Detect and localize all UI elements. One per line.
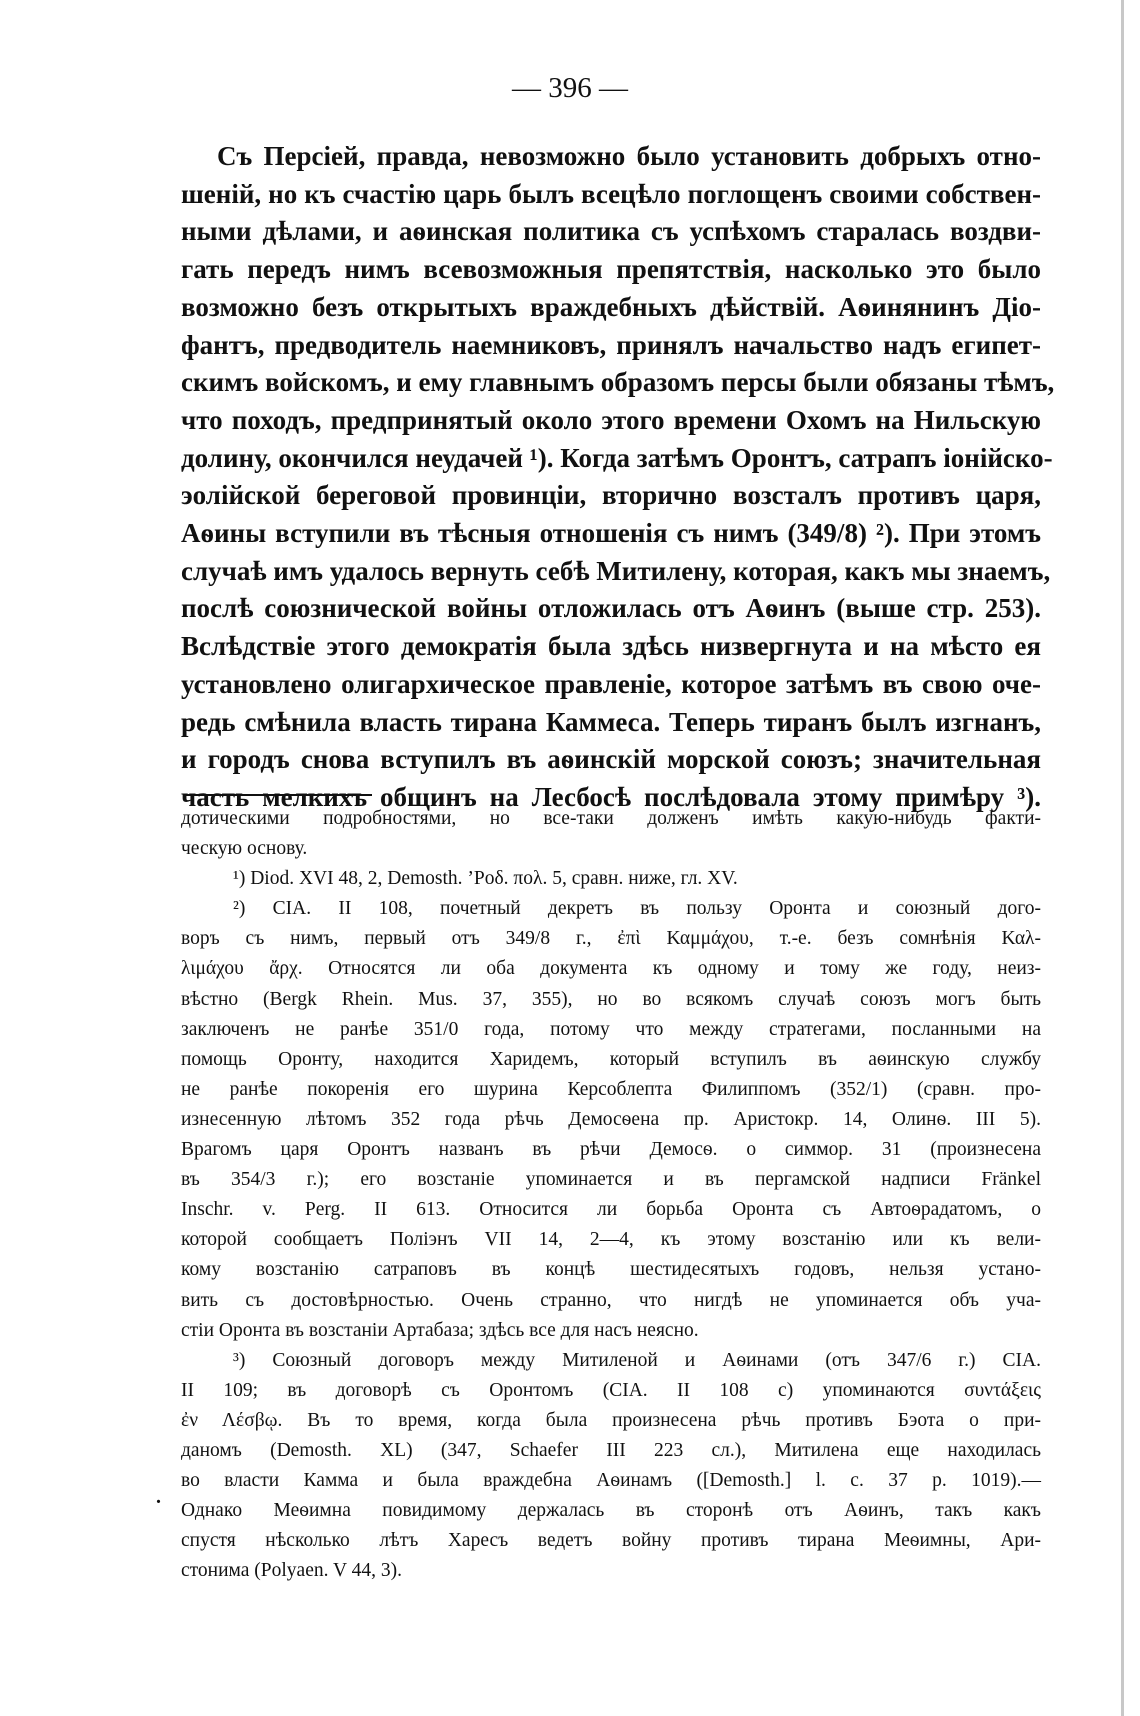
footnote-line: во власти Камма и была враждебна Аѳинамъ ([Demosth.] l. c. 37 p. 1019).— bbox=[181, 1470, 1041, 1492]
footnote-line: изнесенную лѣтомъ 352 года рѣчь Демосѳена пр. Аристокр. 14, Олинѳ. III 5). bbox=[181, 1108, 1041, 1130]
footnote-line: стонима (Polyaen. V 44, 3). bbox=[181, 1560, 402, 1582]
main-line: гать передъ нимъ всевозможныя препятствія, насколько это было bbox=[181, 254, 1041, 285]
footnote-line: ческую основу. bbox=[181, 838, 308, 860]
footnote-line: II 109; въ договорѣ съ Оронтомъ (CIA. II 108 c) упоминаются συντάξεις bbox=[181, 1379, 1041, 1401]
footnote-line: Врагомъ царя Оронтъ названъ въ рѣчи Демосѳ. о симмор. 31 (произнесена bbox=[181, 1139, 1041, 1161]
footnote-3: ³) Союзный договоръ между Митиленой и Аѳинами (отъ 347/6 г.) CIA. bbox=[233, 1349, 1041, 1371]
main-line: Съ Персіей, правда, невозможно было установить добрыхъ отно- bbox=[217, 141, 1041, 171]
main-line: редь смѣнила власть тирана Каммеса. Теперь тиранъ былъ изгнанъ, bbox=[181, 706, 1041, 737]
footnote-line: не ранѣе покоренія его шурина Керсоблепта Филиппомъ (352/1) (сравн. про- bbox=[181, 1078, 1041, 1100]
main-line: эолійской береговой провинціи, вторично возсталъ противъ царя, bbox=[181, 480, 1041, 511]
footnote-line: воръ съ нимъ, первый отъ 349/8 г., ἐπὶ Καμμάχου, т.-е. безъ сомнѣнія Καλ- bbox=[181, 928, 1041, 950]
footnote-line: въ 354/3 г.); его возстаніе упоминается и въ пергамской надписи Fränkel bbox=[181, 1169, 1041, 1191]
footnote-line: вѣстно (Bergk Rhein. Mus. 37, 355), но во всякомъ случаѣ союзъ могъ быть bbox=[181, 988, 1041, 1010]
main-paragraph bbox=[181, 138, 1055, 817]
footnote-line: заключенъ не ранѣе 351/0 года, потому что между стратегами, посланными на bbox=[181, 1018, 1041, 1040]
main-line: Вслѣдствіе этого демократія была здѣсь низвергнута и на мѣсто ея bbox=[181, 631, 1041, 662]
footnote-line: ἐν Λέσβῳ. Въ то время, когда была произнесена рѣчь противъ Бэота о при- bbox=[181, 1409, 1041, 1431]
footnote-line: которой сообщаетъ Поліэнъ VII 14, 2—4, къ этому возстанію или къ вели- bbox=[181, 1229, 1041, 1251]
footnote-line: стіи Оронта въ возстаніи Артабаза; здѣсь все для насъ неясно. bbox=[181, 1319, 699, 1341]
footnote-line: Inschr. v. Perg. II 613. Относится ли борьба Оронта съ Автоѳрадатомъ, о bbox=[181, 1199, 1041, 1221]
main-line: что походъ, предпринятый около этого времени Охомъ на Нильскую bbox=[181, 404, 1041, 435]
margin-mark: . bbox=[156, 1486, 161, 1508]
footnote-line: помощь Оронту, находится Харидемъ, который вступилъ въ аѳинскую службу bbox=[181, 1048, 1041, 1070]
main-line: ными дѣлами, и аѳинская политика съ успѣхомъ старалась воздви- bbox=[181, 216, 1041, 247]
main-line: часть мелкихъ общинъ на Лесбосѣ послѣдовала этому примѣру ³). bbox=[181, 781, 1041, 812]
main-line: и городъ снова вступилъ въ аѳинскій морской союзъ; значительная bbox=[181, 744, 1041, 775]
footnote-2: ²) CIA. II 108, почетный декретъ въ пользу Оронта и союзный дого- bbox=[233, 898, 1041, 920]
footnote-line: даномъ (Demosth. XL) (347, Schaefer III 223 сл.), Митилена еще находилась bbox=[181, 1439, 1041, 1461]
main-line: Аѳины вступили въ тѣсныя отношенія съ нимъ (349/8) ²). При этомъ bbox=[181, 518, 1041, 549]
footnote-line: Однако Меѳимна повидимому держалась въ сторонѣ отъ Аѳинъ, такъ какъ bbox=[181, 1500, 1041, 1522]
main-line: случаѣ имъ удалось вернуть себѣ Митилену, которая, какъ мы знаемъ, bbox=[181, 555, 1051, 586]
page-edge-rule bbox=[1121, 0, 1124, 1716]
main-line: возможно безъ открытыхъ враждебныхъ дѣйствій. Аѳинянинъ Діо- bbox=[181, 291, 1041, 322]
footnote-line: кому возстанію сатраповъ въ концѣ шестидесятыхъ годовъ, нельзя устано- bbox=[181, 1259, 1041, 1281]
footnote-separator bbox=[186, 794, 372, 796]
main-line: фантъ, предводитель наемниковъ, принялъ начальство надъ египет- bbox=[181, 329, 1041, 360]
main-line: послѣ союзнической войны отложилась отъ Аѳинъ (выше стр. 253). bbox=[181, 593, 1041, 624]
footnotes bbox=[181, 804, 1041, 1586]
page-number: — 396 — bbox=[512, 72, 628, 104]
footnote-line: дотическими подробностями, но все-таки долженъ имѣть какую-нибудь факти- bbox=[181, 808, 1041, 829]
footnote-line: спустя нѣсколько лѣтъ Харесъ ведетъ войну противъ тирана Меѳимны, Ари- bbox=[181, 1530, 1041, 1552]
main-line: скимъ войскомъ, и ему главнымъ образомъ персы были обязаны тѣмъ, bbox=[181, 367, 1055, 398]
main-line: шеній, но къ счастію царь былъ всецѣло поглощенъ своими собствен- bbox=[181, 178, 1041, 209]
footnote-line: λιμάχου ἄρχ. Относятся ли оба документа къ одному и тому же году, неиз- bbox=[181, 958, 1041, 980]
main-line: установлено олигархическое правленіе, которое затѣмъ въ свою оче- bbox=[181, 668, 1041, 699]
footnote-1: ¹) Diod. XVI 48, 2, Demosth. ’Ροδ. πολ. 5, сравн. ниже, гл. XV. bbox=[233, 868, 738, 890]
footnote-line: вить съ достовѣрностью. Очень странно, что нигдѣ не упоминается объ уча- bbox=[181, 1289, 1041, 1311]
main-line: долину, окончился неудачей ¹). Когда затѣмъ Оронтъ, сатрапъ іонійско- bbox=[181, 442, 1053, 473]
